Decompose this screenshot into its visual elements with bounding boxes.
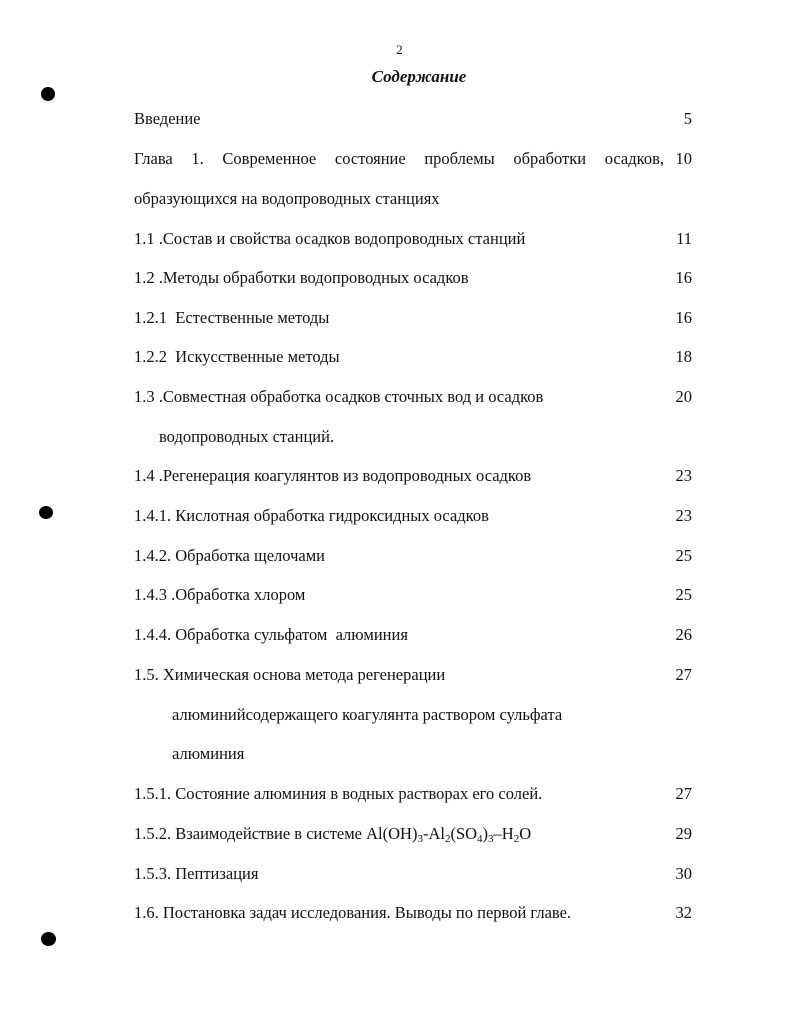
- toc-page-number: 16: [675, 308, 692, 327]
- toc-entry-1-5-continued: алюминия: [172, 744, 245, 763]
- toc-entry-chapter-1: Глава 1. Современное состояние проблемы обработки осадков,: [134, 149, 664, 168]
- toc-page-number: 29: [675, 824, 692, 843]
- toc-page-number: 23: [675, 506, 692, 525]
- toc-page-number: 30: [675, 864, 692, 883]
- toc-entry-1-5-1: 1.5.1. Состояние алюминия в водных растворах его солей.: [134, 784, 543, 803]
- toc-page-number: 26: [675, 625, 692, 644]
- toc-entry-1-2: 1.2 .Методы обработки водопроводных осадков: [134, 268, 469, 287]
- punch-hole-mark: [41, 87, 55, 101]
- toc-entry-1-4-1: 1.4.1. Кислотная обработка гидроксидных осадков: [134, 506, 489, 525]
- page-title: Содержание: [371, 67, 467, 86]
- toc-entry-1-4: 1.4 .Регенерация коагулянтов из водопроводных осадков: [134, 466, 532, 485]
- toc-entry-introduction: Введение: [134, 109, 201, 128]
- toc-page-number: 16: [675, 268, 692, 287]
- toc-page-number: 11: [676, 229, 692, 248]
- toc-entry-1-3-continued: водопроводных станций.: [159, 427, 335, 446]
- toc-page-number: 32: [675, 903, 692, 922]
- chemical-formula: $Al(OH)_3-Al_2(SO_4)_3-H_2O$: [366, 824, 532, 845]
- toc-page-number: 10: [675, 149, 692, 168]
- toc-page-number: 25: [675, 546, 692, 565]
- toc-page-number: 5: [683, 109, 692, 128]
- toc-page-number: 18: [675, 347, 692, 366]
- toc-entry-1-4-3: 1.4.3 .Обработка хлором: [134, 585, 306, 604]
- toc-page-number: 25: [675, 585, 692, 604]
- punch-hole-mark: [39, 506, 53, 519]
- toc-entry-1-2-1: 1.2.1 Естественные методы: [134, 308, 330, 327]
- toc-entry-1-1: 1.1 .Состав и свойства осадков водопроводных станций: [134, 229, 526, 248]
- toc-page-number: 20: [675, 387, 692, 406]
- toc-page-number: 27: [675, 665, 692, 684]
- toc-entry-1-4-4: 1.4.4. Обработка сульфатом алюминия: [134, 625, 408, 644]
- toc-entry-1-4-2: 1.4.2. Обработка щелочами: [134, 546, 325, 565]
- toc-entry-1-3: 1.3 .Совместная обработка осадков сточных вод и осадков: [134, 387, 544, 406]
- punch-hole-mark: [41, 932, 56, 946]
- toc-entry-chapter-1-continued: образующихся на водопроводных станциях: [134, 189, 440, 208]
- page-number: 2: [396, 42, 403, 57]
- toc-entry-1-5-continued: алюминийсодержащего коагулянта раствором сульфата: [172, 705, 563, 724]
- toc-entry-1-5-2: [134, 824, 531, 844]
- toc-entry-text: 1.5.2. Взаимодействие в системе: [134, 824, 367, 843]
- toc-entry-1-2-2: 1.2.2 Искусственные методы: [134, 347, 340, 366]
- toc-page-number: 23: [675, 466, 692, 485]
- toc-entry-1-5-3: 1.5.3. Пептизация: [134, 864, 259, 883]
- toc-entry-1-6: 1.6. Постановка задач исследования. Выводы по первой главе.: [134, 903, 572, 922]
- toc-entry-1-5: 1.5. Химическая основа метода регенерации: [134, 665, 446, 684]
- toc-page-number: 27: [675, 784, 692, 803]
